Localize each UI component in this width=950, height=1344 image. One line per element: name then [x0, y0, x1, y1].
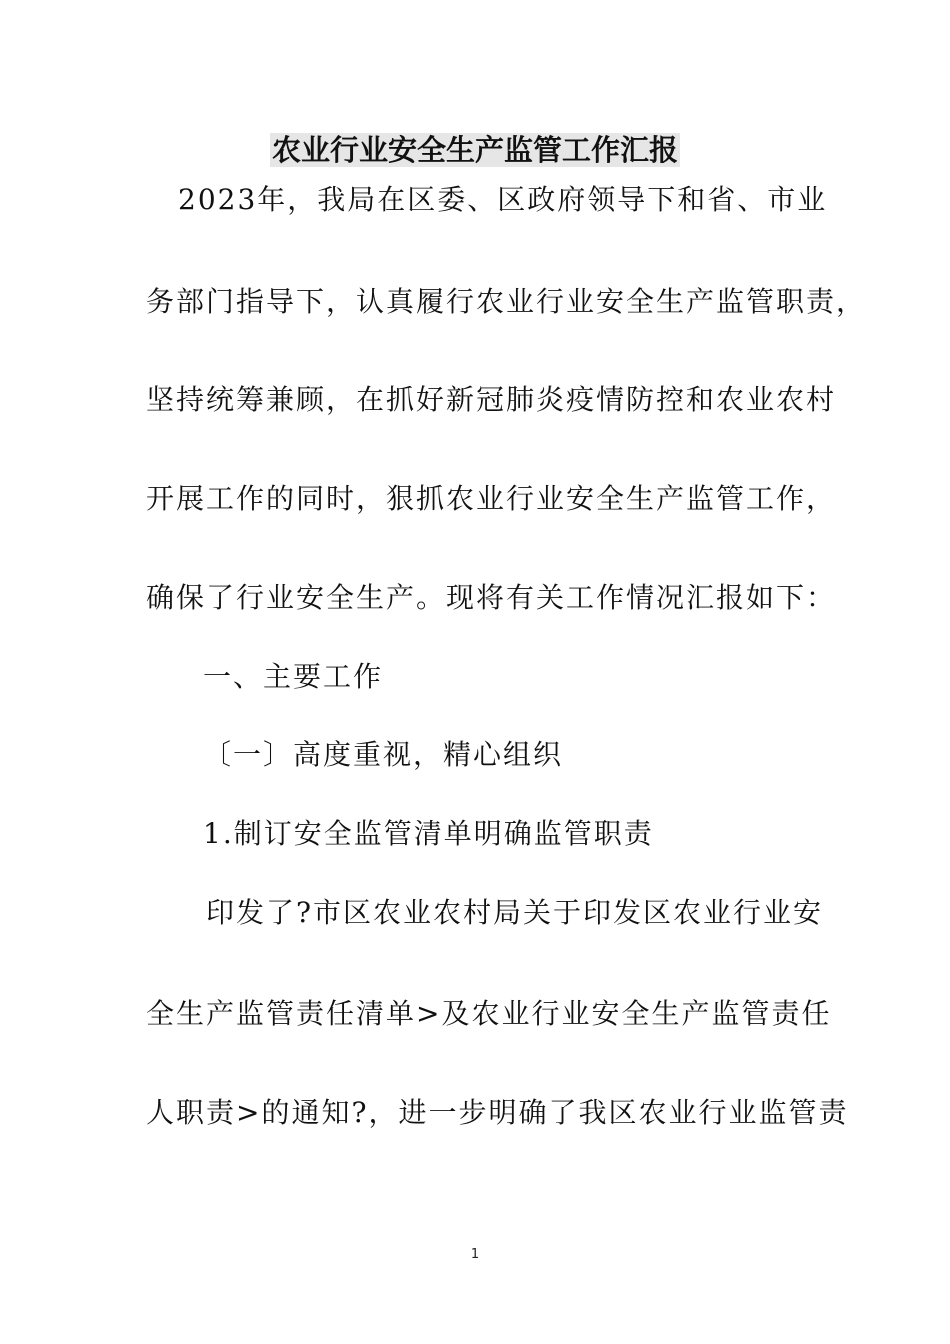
paragraph-line-2: 务部门指导下，认真履行农业行业安全生产监管职责， [146, 285, 867, 318]
paragraph-line-4: 开展工作的同时，狠抓农业行业安全生产监管工作， [146, 482, 837, 515]
paragraph-line-6: 印发了?市区农业农村局关于印发区农业行业安 [206, 896, 824, 929]
section-heading-main-work: 一、主要工作 [203, 660, 384, 693]
subsection-heading-1: 〔一〕高度重视，精心组织 [203, 738, 564, 771]
document-title-text: 农业行业安全生产监管工作汇报 [271, 133, 678, 167]
item-heading-1: 1.制订安全监管清单明确监管职责 [203, 817, 654, 850]
paragraph-line-3: 坚持统筹兼顾，在抓好新冠肺炎疫情防控和农业农村 [146, 383, 837, 416]
paragraph-line-7: 全生产监管责任清单>及农业行业安全生产监管责任 [146, 997, 832, 1030]
paragraph-line-1: 2023年，我局在区委、区政府领导下和省、市业 [178, 183, 828, 216]
page-number: 1 [470, 1247, 480, 1262]
paragraph-line-5: 确保了行业安全生产。现将有关工作情况汇报如下： [146, 581, 837, 614]
paragraph-line-8: 人职责>的通知?，进一步明确了我区农业行业监管责 [146, 1096, 849, 1129]
document-title [0, 128, 950, 172]
